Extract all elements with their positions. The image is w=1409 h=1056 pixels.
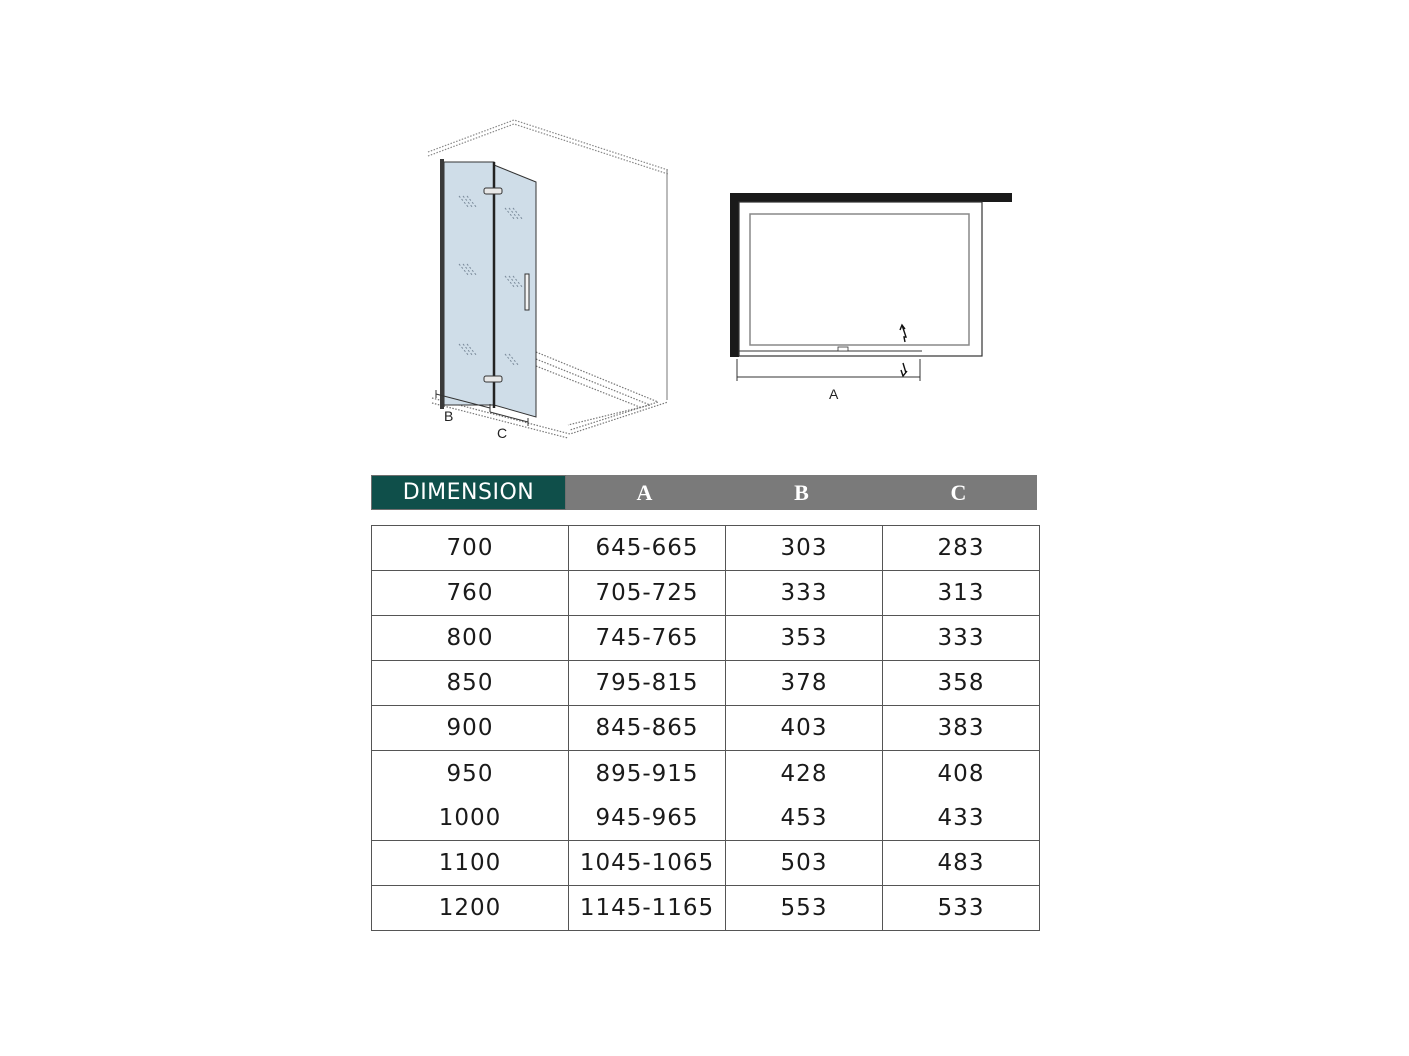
- wall-profile: [440, 159, 444, 409]
- table-row: [372, 616, 1040, 661]
- cell-a: 645-665: [569, 526, 726, 571]
- cell-b: 333: [726, 571, 883, 616]
- label-c: C: [497, 425, 508, 441]
- swing-arrow-icon: [900, 325, 906, 342]
- plan-view-diagram: [722, 185, 1022, 410]
- cell-dimension: 1000: [438, 804, 502, 831]
- table-row: [372, 886, 1040, 931]
- cell-c: 383: [883, 706, 1040, 751]
- cell-a: 895-915: [595, 760, 699, 787]
- cell-c: 358: [883, 661, 1040, 706]
- plan-top-wall: [730, 193, 1012, 202]
- cell-a-merged: [569, 751, 726, 841]
- header-dimension: DIMENSION: [371, 475, 566, 510]
- cell-a: 1045-1065: [569, 841, 726, 886]
- cell-c: 408: [937, 760, 985, 787]
- label-a: A: [829, 386, 839, 402]
- cell-dimension: 950: [446, 760, 494, 787]
- cell-dimension: 1200: [372, 886, 569, 931]
- cell-b-merged: [726, 751, 883, 841]
- isometric-door-diagram: [410, 112, 680, 447]
- plan-left-wall: [730, 193, 739, 357]
- header-c: C: [880, 475, 1037, 510]
- cell-b: 453: [780, 804, 828, 831]
- plan-dimension-line: [737, 359, 920, 381]
- cell-b: 353: [726, 616, 883, 661]
- table-row: [372, 661, 1040, 706]
- label-b: B: [444, 408, 454, 424]
- table-header: [371, 475, 1037, 510]
- cell-a: 1145-1165: [569, 886, 726, 931]
- cell-b: 503: [726, 841, 883, 886]
- cell-c-merged: [883, 751, 1040, 841]
- cell-a: 845-865: [569, 706, 726, 751]
- plan-enclosure-outline: [739, 202, 982, 356]
- cell-dimension: 850: [372, 661, 569, 706]
- cell-b: 303: [726, 526, 883, 571]
- cell-a: 945-965: [595, 804, 699, 831]
- cell-dimension: 900: [372, 706, 569, 751]
- cell-dimension: 760: [372, 571, 569, 616]
- header-b: B: [723, 475, 880, 510]
- cell-c: 313: [883, 571, 1040, 616]
- table-row-merged: [372, 751, 1040, 841]
- cell-a: 705-725: [569, 571, 726, 616]
- cell-a: 795-815: [569, 661, 726, 706]
- cell-b: 403: [726, 706, 883, 751]
- cell-dimension: 800: [372, 616, 569, 661]
- cell-b: 553: [726, 886, 883, 931]
- cell-c: 333: [883, 616, 1040, 661]
- drain-icon: [838, 347, 848, 351]
- bottom-hinge-icon: [484, 376, 502, 382]
- cell-dimension: 1100: [372, 841, 569, 886]
- table-row: [372, 526, 1040, 571]
- table-row: [372, 841, 1040, 886]
- cell-b: 428: [780, 760, 828, 787]
- swing-arrow-lower-icon: [901, 363, 907, 376]
- table-row: [372, 571, 1040, 616]
- cell-dimension: 700: [372, 526, 569, 571]
- cell-a: 745-765: [569, 616, 726, 661]
- glass-panel-left: [444, 162, 494, 405]
- table-row: [372, 706, 1040, 751]
- dimension-table: [371, 525, 1040, 931]
- plan-tray-outline: [750, 214, 969, 345]
- header-a: A: [566, 475, 723, 510]
- cell-b: 378: [726, 661, 883, 706]
- top-hinge-icon: [484, 188, 502, 194]
- cell-c: 283: [883, 526, 1040, 571]
- door-handle-icon: [525, 274, 529, 310]
- cell-c: 483: [883, 841, 1040, 886]
- cell-dimension-merged: [372, 751, 569, 841]
- cell-c: 533: [883, 886, 1040, 931]
- cell-c: 433: [937, 804, 985, 831]
